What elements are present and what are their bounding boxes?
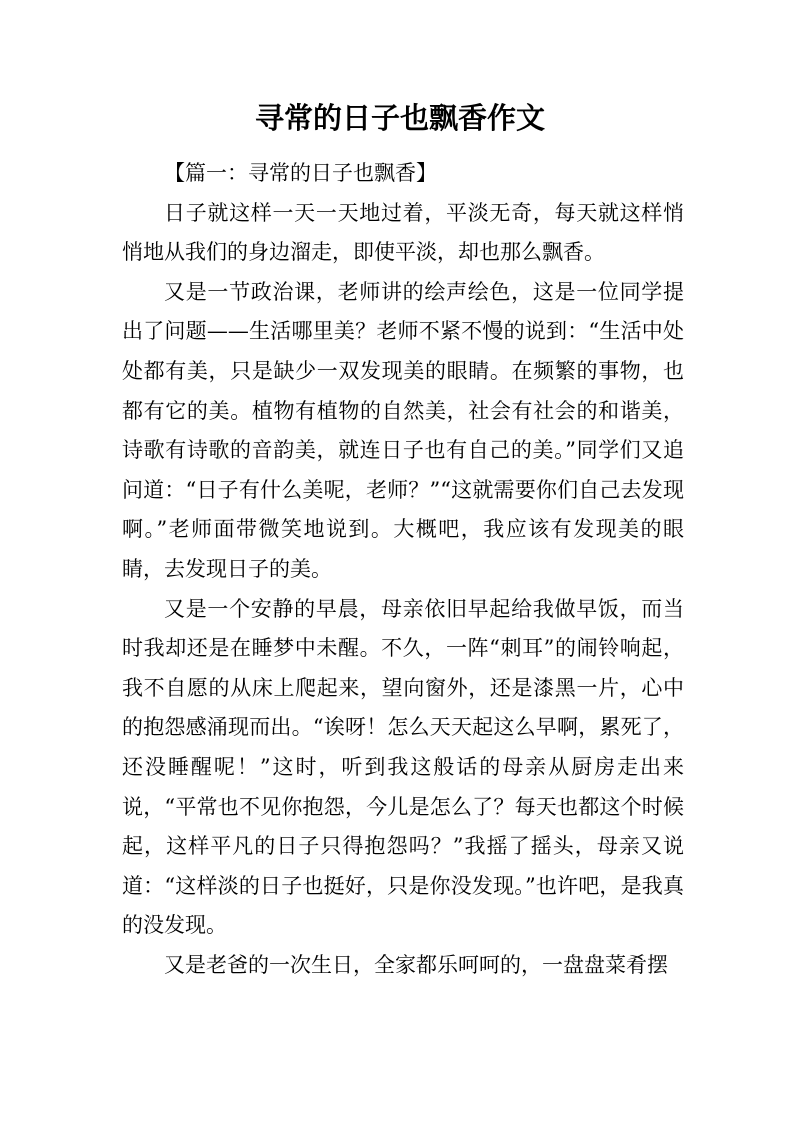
paragraph: 日子就这样一天一天地过着，平淡无奇，每天就这样悄悄地从我们的身边溜走，即使平淡，却也那么飘香。: [122, 200, 684, 265]
document-body: [122, 154, 684, 985]
paragraph: 又是老爸的一次生日，全家都乐呵呵的，一盘盘菜肴摆: [164, 952, 668, 977]
paragraph: 又是一个安静的早晨，母亲依旧早起给我做早饭，而当时我却还是在睡梦中未醒。不久，一阵“刺耳”的闹铃响起，我不自愿的从床上爬起来，望向窗外，还是漆黑一片，心中的抱怨感涌现而出。“诶呀！怎么天天起这么早啊，累死了，还没睡醒呢！”这时，听到我这般话的母亲从厨房走出来说，“平常也不见你抱怨，今儿是怎么了？每天也都这个时候起，这样平凡的日子只得抱怨吗？”我摇了摇头，母亲又说道：“这样淡的日子也挺好，只是你没发现。”也许吧，是我真的没发现。: [122, 596, 684, 938]
paragraph: 又是一节政治课，老师讲的绘声绘色，这是一位同学提出了问题——生活哪里美？老师不紧不慢的说到：“生活中处处都有美，只是缺少一双发现美的眼睛。在频繁的事物，也都有它的美。植物有植物的自然美，社会有社会的和谐美，诗歌有诗歌的音韵美，就连日子也有自己的美。”同学们又追问道：“日子有什么美呢，老师？”“这就需要你们自己去发现啊。”老师面带微笑地说到。大概吧，我应该有发现美的眼睛，去发现日子的美。: [122, 279, 684, 581]
document-title: 寻常的日子也飘香作文: [254, 101, 545, 135]
section-heading: 【篇一：寻常的日子也飘香】: [164, 161, 437, 185]
